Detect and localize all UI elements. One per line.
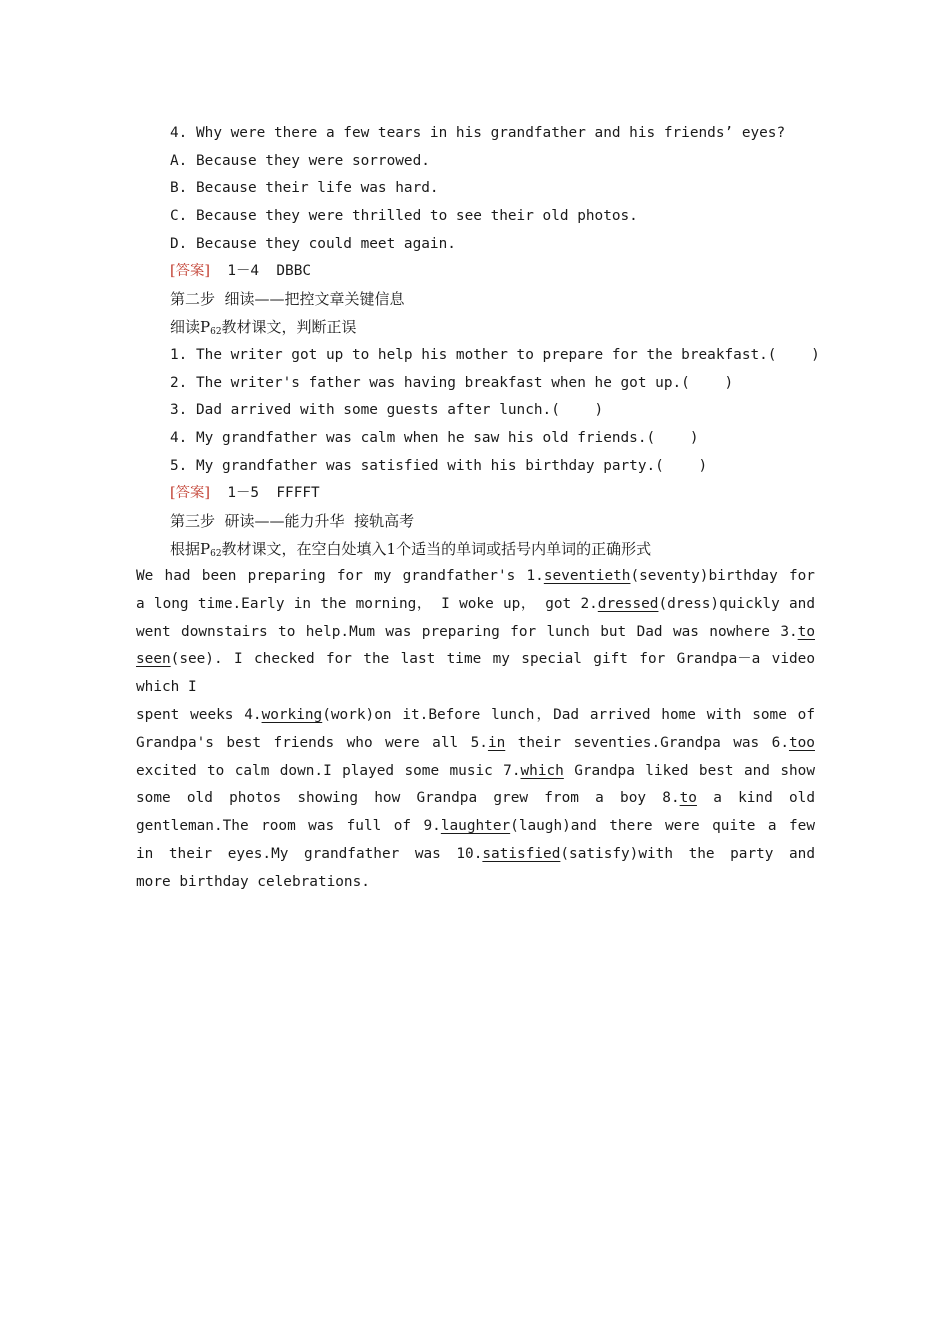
blank-answer-6: too: [788, 734, 815, 751]
tf-item-4: 4. My grandfather was calm when he saw his old friends.( ): [170, 430, 699, 446]
question-4: 4. Why were there a few tears in his grandfather and his friends’ eyes?: [170, 125, 786, 141]
answer-text: 1－4 DBBC: [210, 263, 312, 279]
blank-answer-7: which: [520, 762, 564, 779]
answer-text: 1－5 FFFFT: [210, 485, 320, 501]
step-2-title: 第二步 细读——把控文章关键信息: [170, 290, 405, 308]
page-subscript: 62: [210, 549, 222, 559]
passage-line: Grandpa's best friends who were all 5.in their seventies.Grandpa was 6.too: [136, 734, 815, 751]
option-d: D. Because they could meet again.: [170, 236, 456, 252]
instruction-prefix: 细读P: [170, 318, 211, 336]
instruction-suffix: 教材课文，判断正误: [221, 318, 357, 336]
cloze-passage: [136, 563, 815, 897]
answer-tag: [答案]: [170, 263, 211, 279]
option-a: A. Because they were sorrowed.: [170, 153, 430, 169]
step-3-title: 第三步 研读——能力升华 接轨高考: [170, 512, 415, 530]
passage-line: which I: [136, 679, 197, 696]
passage-line: some old photos showing how Grandpa grew from a boy 8.to a kind old: [136, 790, 815, 807]
blank-answer-5: in: [487, 734, 506, 751]
blank-answer-8: to: [679, 790, 697, 807]
passage-line: We had been preparing for my grandfather's 1.seventieth(seventy)birthday for: [136, 568, 815, 584]
passage-line: went downstairs to help.Mum was preparing for lunch but Dad was nowhere 3.to: [136, 619, 815, 647]
blank-answer-3a: to: [797, 623, 815, 640]
instruction-suffix: 教材课文，在空白处填入1个适当的单词或括号内单词的正确形式: [221, 540, 652, 558]
passage-line: spent weeks 4.working(work)on it.Before lunch，Dad arrived home with some of: [136, 706, 815, 723]
blank-answer-10: satisfied: [482, 845, 561, 862]
option-c: C. Because they were thrilled to see their old photos.: [170, 208, 638, 224]
answer-tag: [答案]: [170, 485, 211, 501]
blank-answer-3b: seen: [136, 651, 171, 668]
passage-line: a long time.Early in the morning， I woke up， got 2.dressed(dress)quickly and: [136, 595, 815, 612]
blank-answer-4: working: [261, 706, 323, 723]
passage-line: gentleman.The room was full of 9.laughter(laugh)and there were quite a few: [136, 818, 815, 835]
passage-line: in their eyes.My grandfather was 10.satisfied(satisfy)with the party and: [136, 845, 815, 862]
option-b: B. Because their life was hard.: [170, 180, 439, 196]
page-subscript: 62: [210, 327, 222, 337]
tf-item-5: 5. My grandfather was satisfied with his birthday party.( ): [170, 458, 708, 474]
blank-answer-1: seventieth: [543, 568, 631, 584]
instruction-prefix: 根据P: [170, 540, 211, 558]
passage-line: more birthday celebrations.: [136, 873, 370, 890]
passage-line: excited to calm down.I played some music 7.which Grandpa liked best and show: [136, 762, 815, 779]
step-3-instruction: [170, 539, 651, 564]
tf-item-3: 3. Dad arrived with some guests after lunch.( ): [170, 402, 604, 418]
blank-answer-2: dressed: [597, 595, 659, 612]
tf-item-1: 1. The writer got up to help his mother to prepare for the breakfast.( ): [170, 347, 820, 363]
answer-line-2: [170, 483, 320, 503]
step-2-instruction: [170, 317, 357, 342]
blank-answer-9: laughter: [440, 818, 511, 835]
answer-line-1: [170, 261, 311, 281]
passage-line: seen(see). I checked for the last time my special gift for Grandpa－a video: [136, 651, 815, 668]
tf-item-2: 2. The writer's father was having breakfast when he got up.( ): [170, 375, 734, 391]
